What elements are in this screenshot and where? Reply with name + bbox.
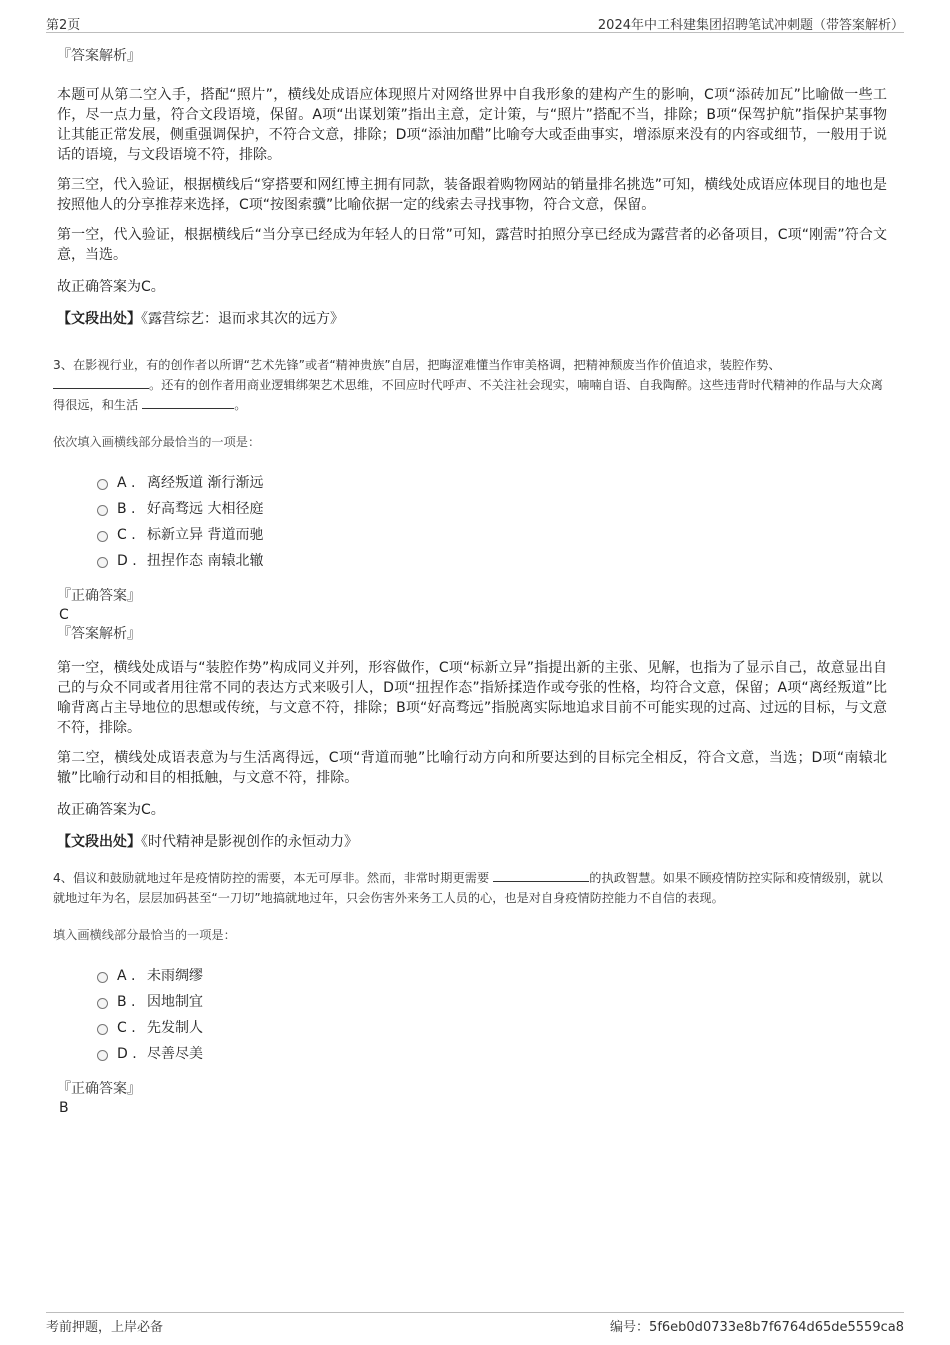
analysis-label: 『答案解析』 <box>57 48 141 64</box>
analysis-paragraph: 第一空，横线处成语与“装腔作势”构成同义并列，形容做作，C项“标新立异”指提出新的主张、见解，也指为了显示自己，故意显出自己的与众不同或者用往常不同的表达方式来吸引人，D项“扭捏作态”指矫揉造作或夸张的性格，均符合文意，保留；A项“离经叛道”比喻背离占主导地位的思想或传统，与文意不符，排除；B项“好高骛远”指脱离实际地追求目前不可能实现的过高、过远的目标，与文意不符，排除。 <box>57 660 887 736</box>
option-b[interactable] <box>97 989 887 1015</box>
option-letter: B . <box>117 994 136 1010</box>
radio-icon[interactable] <box>97 1050 108 1061</box>
document-title: 2024年中工科建集团招聘笔试冲刺题（带答案解析） <box>597 18 904 33</box>
option-a[interactable] <box>97 963 887 989</box>
analysis-paragraph: 第三空，代入验证，根据横线后“穿搭要和网红博主拥有同款，装备跟着购物网站的销量排名挑选”可知，横线处成语应体现目的地也是按照他人的分享推荐来选择，C项“按图索骥”比喻依据一定的线索去寻找事物，符合文意，保留。 <box>57 177 887 213</box>
question-text: 4、倡议和鼓励就地过年是疫情防控的需要，本无可厚非。然而，非常时期更需要 <box>53 871 490 885</box>
analysis-paragraph: 第一空，代入验证，根据横线后“当分享已经成为年轻人的日常”可知，露营时拍照分享已经成为露营者的必备项目，C项“刚需”符合文意，当选。 <box>57 227 887 263</box>
option-letter: B . <box>117 501 136 517</box>
radio-icon[interactable] <box>97 479 108 490</box>
option-text: 标新立异 背道而驰 <box>147 527 264 543</box>
question-4-stem <box>53 868 883 908</box>
id-label: 编号： <box>610 1320 650 1335</box>
radio-icon[interactable] <box>97 505 108 516</box>
option-text: 先发制人 <box>147 1020 203 1036</box>
source-label: 【文段出处】 <box>57 311 141 327</box>
text-source <box>57 832 887 852</box>
analysis-label: 『答案解析』 <box>57 626 141 642</box>
option-text: 未雨绸缪 <box>147 968 203 984</box>
page-footer <box>46 1312 904 1335</box>
radio-icon[interactable] <box>97 998 108 1009</box>
correct-answer: C <box>59 607 69 623</box>
analysis-paragraph: 第二空，横线处成语表意为与生活离得远，C项“背道而驰”比喻行动方向和所要达到的目标完全相反，符合文意，当选；D项“南辕北辙”比喻行动和目的相抵触，与文意不符，排除。 <box>57 750 887 786</box>
question-text: 的执政智慧。如果不顾疫情防控实际和疫情级别，就以就地过年为名，层层加码甚至“一刀切”地搞就地过年，只会伤害外来务工人员的心，也是对自身疫情防控能力不自信的表现。 <box>53 871 883 905</box>
question-instruction: 依次填入画横线部分最恰当的一项是： <box>53 435 261 449</box>
option-a[interactable] <box>97 470 887 496</box>
option-text: 因地制宜 <box>147 994 203 1010</box>
document-id <box>610 1316 904 1335</box>
page-content <box>53 40 887 1117</box>
question-4-options <box>97 963 887 1067</box>
option-d[interactable] <box>97 1041 887 1067</box>
footer-slogan: 考前押题，上岸必备 <box>46 1320 164 1335</box>
option-b[interactable] <box>97 496 887 522</box>
question-text: 。 <box>234 398 247 412</box>
question-text: 。还有的创作者用商业逻辑绑架艺术思维，不回应时代呼声、不关注社会现实，喃喃自语、自我陶醉。这些违背时代精神的作品与大众离得很远，和生活 <box>53 378 883 412</box>
correct-answer-label: 『正确答案』 <box>57 1081 141 1097</box>
source-label: 【文段出处】 <box>57 834 141 850</box>
option-c[interactable] <box>97 522 887 548</box>
radio-icon[interactable] <box>97 557 108 568</box>
correct-answer-label: 『正确答案』 <box>57 588 141 604</box>
question-3-stem <box>53 355 883 415</box>
page-number: 第2页 <box>46 18 81 33</box>
question-instruction: 填入画横线部分最恰当的一项是： <box>53 928 236 942</box>
option-text: 好高骛远 大相径庭 <box>147 501 264 517</box>
option-letter: A . <box>117 968 136 984</box>
radio-icon[interactable] <box>97 531 108 542</box>
question-3-options <box>97 470 887 574</box>
page-header <box>46 10 904 33</box>
question-text: 3、在影视行业，有的创作者以所谓“艺术先锋”或者“精神贵族”自居，把晦涩难懂当作审美格调，把精神颓废当作价值追求，装腔作势、 <box>53 358 781 372</box>
option-c[interactable] <box>97 1015 887 1041</box>
option-letter: C . <box>117 527 136 543</box>
option-text: 离经叛道 渐行渐远 <box>147 475 264 491</box>
source-title: 《露营综艺：退而求其次的远方》 <box>141 311 344 327</box>
answer-conclusion: 故正确答案为C。 <box>57 279 165 295</box>
id-code: 5f6eb0d0733e8b7f6764d65de5559ca8 <box>649 1320 904 1335</box>
analysis-paragraph: 本题可从第二空入手，搭配“照片”，横线处成语应体现照片对网络世界中自我形象的建构产生的影响，C项“添砖加瓦”比喻做一些工作，尽一点力量，符合文段语境，保留。A项“出谋划策”指出主意，定计策，与“照片”搭配不当，排除；B项“保驾护航”指保护某事物让其能正常发展，侧重强调保护，不符合文意，排除；D项“添油加醋”比喻夸大或歪曲事实，增添原来没有的内容或细节，一般用于说话的语境，与文段语境不符，排除。 <box>57 87 887 163</box>
fill-blank <box>53 375 149 389</box>
fill-blank <box>493 868 589 882</box>
radio-icon[interactable] <box>97 972 108 983</box>
option-text: 扭捏作态 南辕北辙 <box>147 553 264 569</box>
source-title: 《时代精神是影视创作的永恒动力》 <box>141 834 358 850</box>
option-text: 尽善尽美 <box>147 1046 203 1062</box>
option-letter: C . <box>117 1020 136 1036</box>
correct-answer: B <box>59 1100 69 1116</box>
answer-conclusion: 故正确答案为C。 <box>57 802 165 818</box>
text-source <box>57 309 887 329</box>
radio-icon[interactable] <box>97 1024 108 1035</box>
fill-blank <box>142 395 234 409</box>
option-letter: D . <box>117 553 137 569</box>
option-d[interactable] <box>97 548 887 574</box>
option-letter: A . <box>117 475 136 491</box>
option-letter: D . <box>117 1046 137 1062</box>
